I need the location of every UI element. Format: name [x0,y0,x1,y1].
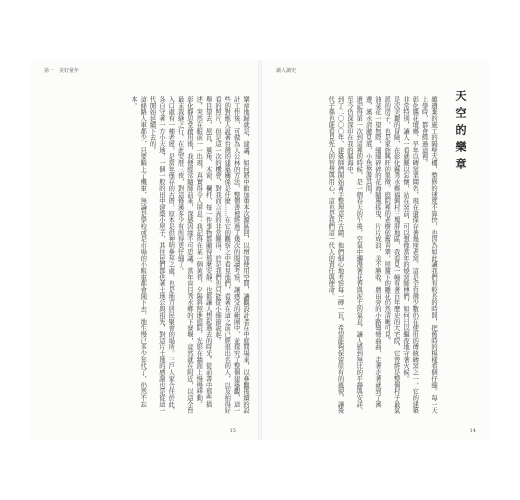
page-number: 15 [229,428,236,434]
left-page [30,60,258,440]
body-text: 雖遺棄的施工的隔壁大樓，整修的速度不算快，也因為如此讓我們有較長的時間，把舊時的模樣看個仔細。每一天上學時，都會經過這裡。 彰化縣花壇鄉，早年以磚窯業聞名，現在還保存著幾座老窯。這是全台灣少數仍在使用的傳統磚窯之一，它的建築非常特別，讓人一看就難以忘懷，站在窯前，可以想像當年的燒窯師傅們，如何日以繼夜地守著火候。 是次美麗的冒險，在彰化縣秀水鄉福興村三塊厝地區，我看見一幢有著百年歷史的大宅院，它曾經是整個村子最氣派的房子，也是家族興旺的象徵。庭院裡的老樹依舊青翠，屋簷下的雕花仍然清晰可見。 油菜花一望無際，細細碎碎的花海隨風搖曳，片片成浪，美不勝收。農田旁的小路彎彎曲曲，走著走著就到了溪邊，溪水清澈見底，小魚悠游其間。 還記得第一次到這裡的時候，是一個春天的午後，空氣中瀰漫著花香與泥土的氣息，讓人感到無比的平靜與安詳，至今仍深深印在我的腦海中。 到了二〇〇〇年，建築師們開始著手整理這片古蹟，他們細心地考察每一磚一瓦，希望能夠保留原有的風貌，讓後代子孫也能看見先人的智慧與用心，這也是我們這一代人的責任與使命。 [327,96,437,414]
right-page [262,60,490,440]
chapter-title: 天空的樂章 [454,90,467,175]
page-number: 14 [469,428,476,434]
book-spread [30,60,490,440]
running-head: 第一 美好童年 [44,68,80,74]
running-head: 讀人讀史 [276,68,297,74]
body-text: 樂章地歸就是，建議，如何將中館加重本次源區回，以增加使用空間，讓觀設計者在中庭間場來，以參觀後續的設計工作後，可做為人公林的方法。整個書裡經過了幾次的閱讀考察，讓感受的範圍中，並探究了整個建築觀，這一些的對應人說著台灣的建築關係是什麼……在它的觀察之中看見他們，看著在這之前已經很出名的人，以及拍得好看的照片，但是這一次的機會，對我而言真的非常難得，於是我們也只能從小細節說起。 舉目望去，屋瓦、簷角、木窗、欄杆，每一件事物都顯得那麼安靜，也都讓人想起過去的時光。從前書中那些描述，突然在眼前一一出現，真實得令人屏息；我記得在某一個黃昏，夕陽斜照進庭院，光影在牆面上慢慢移動。 彰化靜思堂啟用後，我便經常隨師前來，深感因緣不可思議。當年盲目秀水鄉的下寮堰，竟然就在附近，以這全台最末裁縫之行。在此安厝三夜，對這條溪多少有所得更仔細了。 入口處有一棟老屋，是當年僅存的古厝，原本是供神明參拜之處，也是地方居民聚會的場所。三戶人家合住於此，各自守著一方小天地，一個一般的田中建築小屋子，其住民們都供著土地公與祖先，對這片土地的感謝也是從這一代開始延續下去的。 這條路人車都少，只要騎上了機車，無論是學校或是市場的小販車都會開下去，地生慢已多少年代了，仍然不忘本。 [129,96,249,414]
